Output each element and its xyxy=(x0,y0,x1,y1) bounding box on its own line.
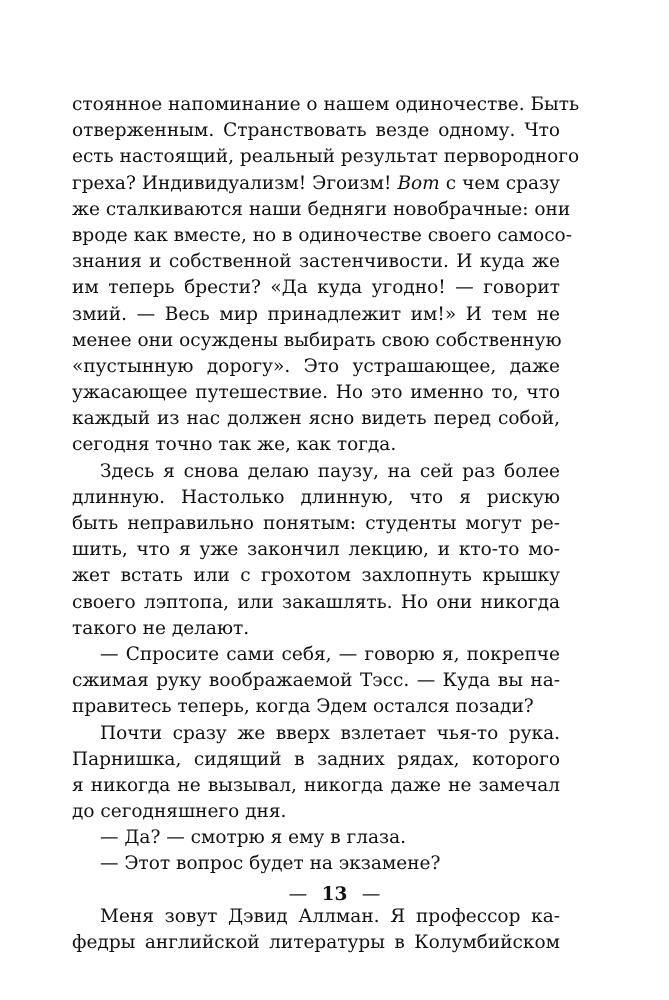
text-line: ужасающее путешествие. Но это именно то, что xyxy=(72,382,560,404)
text-line: — Да? — смотрю я ему в глаза. xyxy=(100,827,407,849)
text-line: отверженным. Странствовать везде одному. Что xyxy=(72,120,560,142)
text-line: правитесь теперь, когда Эдем остался позади? xyxy=(72,696,534,718)
text-line: вроде как вместе, но в одиночестве своего самосо- xyxy=(72,224,572,246)
folio-dash-left: — xyxy=(288,884,308,905)
text-block-main xyxy=(72,92,580,878)
text-line: Почти сразу же вверх взлетает чья-то рука. xyxy=(100,722,560,744)
text-line: стоянное напоминание о нашем одиночестве. Быть xyxy=(72,94,580,115)
text-line: есть настоящий, реальный результат первородного xyxy=(72,146,580,168)
text-line: сегодня точно так же, как тогда. xyxy=(72,434,397,456)
text-line: федры английской литературы в Колумбийском xyxy=(72,931,560,953)
text-line: Парнишка, сидящий в задних рядах, которого xyxy=(72,748,560,770)
text-line: — Этот вопрос будет на экзамене? xyxy=(100,853,441,875)
text-line: шить, что я уже закончил лекцию, и кто-то мо- xyxy=(72,539,560,561)
text-line: жет встать или с грохотом захлопнуть крышку xyxy=(72,565,560,587)
text-line: я никогда не вызывал, никогда даже не замечал xyxy=(72,774,560,796)
text-line: такого не делают. xyxy=(72,617,250,639)
text-line: длинную. Настолько длинную, что я рискую xyxy=(72,486,560,508)
page-number xyxy=(0,884,669,905)
text-line: — Спросите сами себя, — говорю я, покрепче xyxy=(100,643,560,665)
text-line: каждый из нас должен ясно видеть перед собой, xyxy=(72,408,560,430)
page-number-value: 13 xyxy=(321,884,348,905)
text-line: менее они осуждены выбирать свою собственную xyxy=(72,329,562,351)
text-line: своего лэптопа, или закашлять. Но они никогда xyxy=(72,591,560,613)
emphasis: Вот xyxy=(397,172,440,194)
text-line: Меня зовут Дэвид Аллман. Я профессор ка- xyxy=(100,905,560,927)
text-line: сжимая руку воображаемой Тэсс. — Куда вы на- xyxy=(72,670,560,692)
page-text xyxy=(72,92,580,956)
text-line: Здесь я снова делаю паузу, на сей раз более xyxy=(100,460,560,482)
text-line: змий. — Весь мир принадлежит им!» И тем не xyxy=(72,303,560,325)
text-line: «пустынную дорогу». Это устрашающее, даже xyxy=(72,355,560,377)
text-block-after-break xyxy=(72,904,560,956)
folio-dash-right: — xyxy=(361,884,381,905)
text-line: греха? Индивидуализм! Эгоизм! Вот с чем сразу xyxy=(72,172,560,194)
text-line: знания и собственной застенчивости. И куда же xyxy=(72,251,560,273)
text-line: им теперь брести? «Да куда угодно! — говорит xyxy=(72,277,560,299)
text-line: быть неправильно понятым: студенты могут ре- xyxy=(72,513,560,534)
text-line: же сталкиваются наши бедняги новобрачные: они xyxy=(72,198,571,220)
text-line: до сегодняшнего дня. xyxy=(72,801,287,823)
